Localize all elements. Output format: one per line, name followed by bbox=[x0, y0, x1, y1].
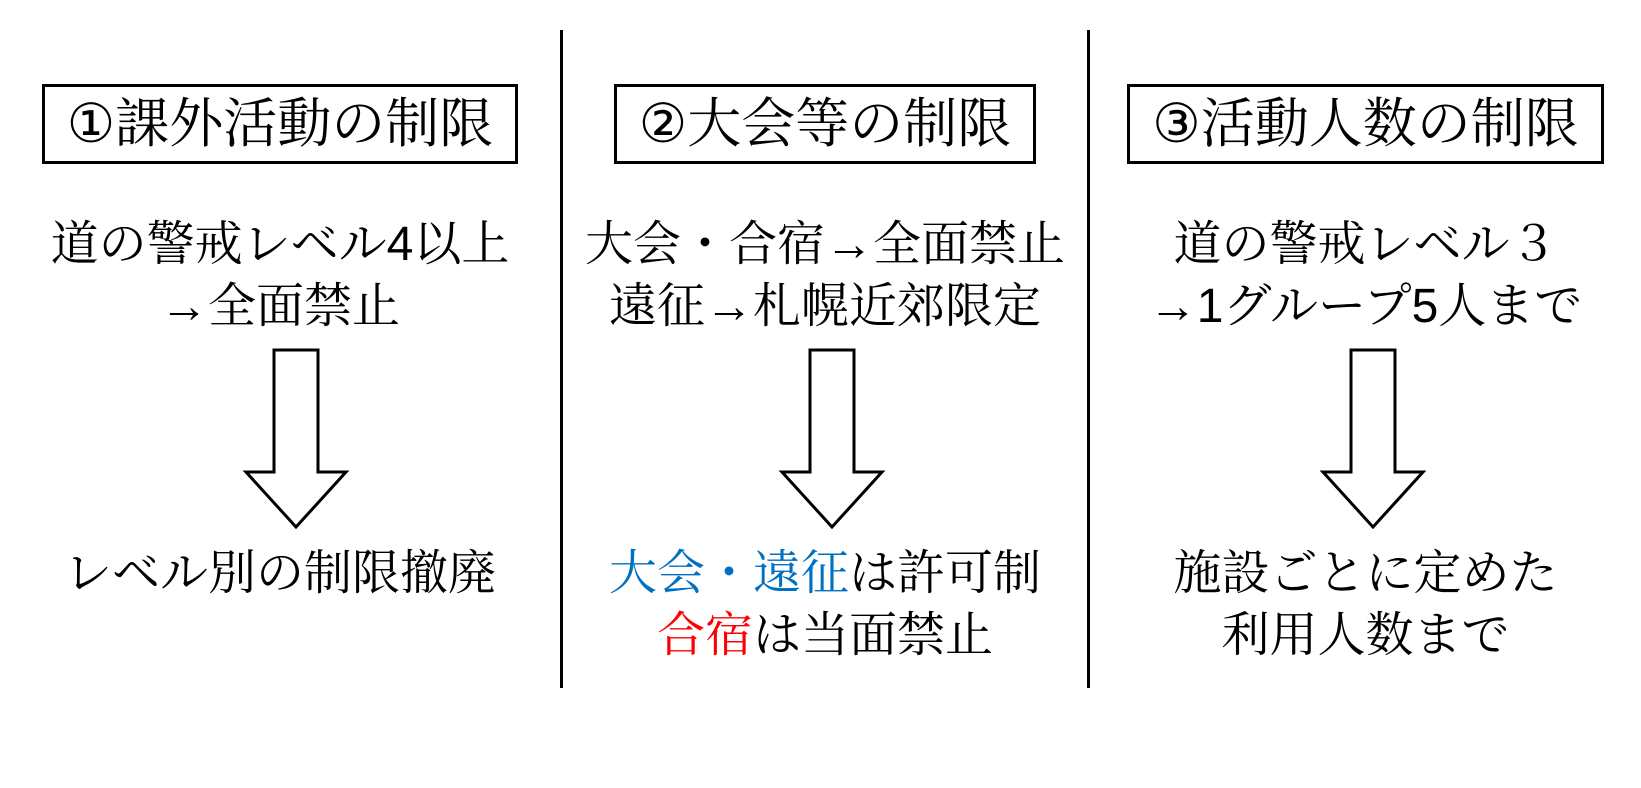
condition-text-2 bbox=[585, 214, 1065, 338]
section-title-box-3 bbox=[1127, 84, 1603, 164]
result-line bbox=[609, 543, 1041, 605]
column-tournament-restriction bbox=[563, 0, 1087, 788]
section-title-box-1 bbox=[42, 84, 518, 164]
result-text-3 bbox=[1173, 543, 1557, 667]
result-segment-red: 合宿 bbox=[656, 609, 753, 662]
column-participant-limit bbox=[1090, 0, 1641, 788]
result-segment: は当面禁止 bbox=[753, 609, 994, 662]
result-text-1 bbox=[64, 543, 496, 605]
condition-line: →1グループ5人まで bbox=[1148, 280, 1583, 333]
result-line bbox=[609, 605, 1041, 667]
condition-line: 遠征→札幌近郊限定 bbox=[608, 280, 1041, 333]
result-segment-blue: 大会・遠征 bbox=[608, 547, 849, 600]
condition-text-3 bbox=[1149, 214, 1583, 338]
result-line bbox=[1173, 543, 1557, 605]
down-arrow-icon bbox=[1318, 348, 1428, 529]
section-title-3: ③活動人数の制限 bbox=[1152, 94, 1579, 154]
section-title-2: ②大会等の制限 bbox=[638, 94, 1012, 154]
section-title-1: ①課外活動の制限 bbox=[66, 94, 494, 154]
condition-line: 道の警戒レベル4以上 bbox=[50, 218, 510, 271]
condition-text-1 bbox=[51, 214, 510, 338]
result-text-2 bbox=[609, 543, 1041, 667]
result-line bbox=[64, 543, 496, 605]
down-arrow-icon bbox=[777, 348, 887, 529]
result-segment: 利用人数まで bbox=[1221, 609, 1510, 662]
result-segment: は許可制 bbox=[849, 547, 1042, 600]
condition-line: →全面禁止 bbox=[159, 280, 400, 333]
condition-line: 大会・合宿→全面禁止 bbox=[584, 218, 1065, 271]
section-title-box-2 bbox=[614, 84, 1036, 164]
down-arrow-icon bbox=[241, 348, 351, 529]
condition-line: 道の警戒レベル３ bbox=[1173, 218, 1558, 271]
column-extracurricular-restriction bbox=[0, 0, 560, 788]
result-segment: レベル別の制限撤廃 bbox=[63, 547, 496, 600]
result-line bbox=[1173, 605, 1557, 667]
result-segment: 施設ごとに定めた bbox=[1173, 547, 1558, 600]
